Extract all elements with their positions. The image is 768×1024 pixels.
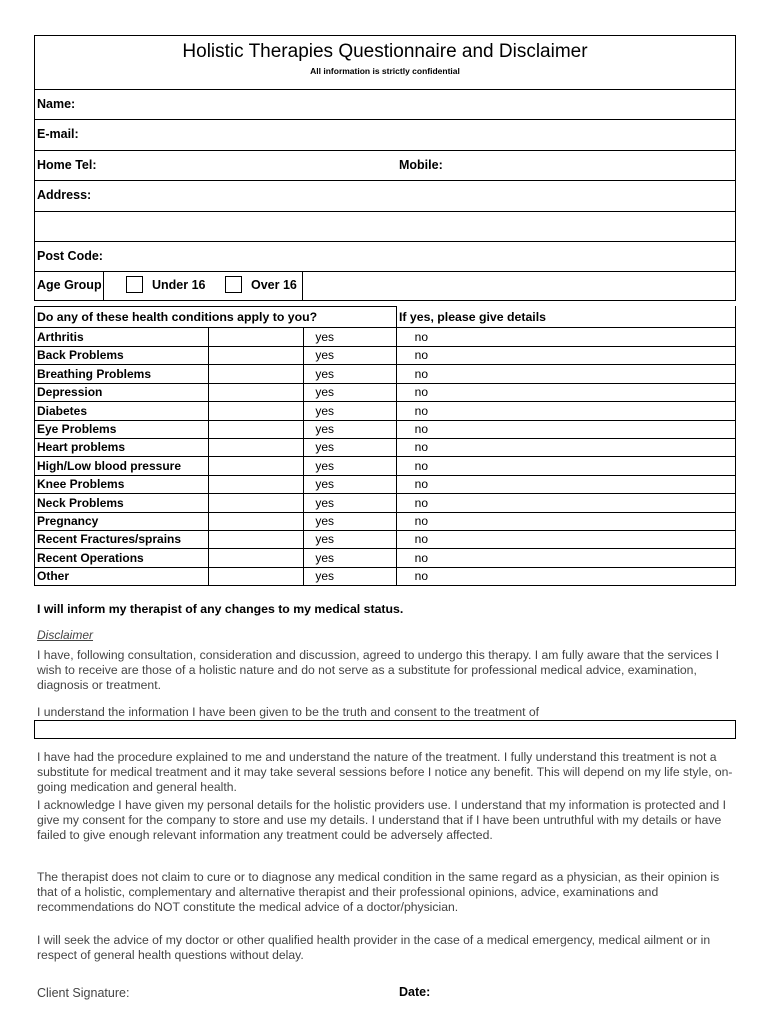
condition-name: Depression — [37, 385, 103, 400]
condition-yes-option[interactable]: yes — [315, 550, 334, 565]
divider — [34, 346, 736, 347]
inform-statement: I will inform my therapist of any changes to my medical status. — [37, 602, 404, 616]
name-label: Name: — [37, 97, 76, 111]
divider — [34, 401, 736, 402]
condition-row — [34, 567, 736, 585]
age-group-label: Age Group — [37, 278, 102, 292]
mobile-label: Mobile: — [399, 158, 443, 172]
condition-no-option[interactable]: no — [414, 458, 428, 473]
condition-details-field[interactable] — [398, 328, 734, 346]
condition-no-option[interactable]: no — [414, 550, 428, 565]
form-subtitle: All information is strictly confidential — [310, 66, 460, 76]
disclaimer-paragraph-1: I have, following consultation, consideration and discussion, agreed to undergo this therapy. I am fully aware that the services I wish to receive are those of a holistic nature and do not serve as a substitute for professional medical advice, examination, diagnosis or treatment. — [37, 648, 719, 692]
address-label: Address: — [37, 188, 92, 202]
client-signature-field[interactable] — [140, 982, 380, 1002]
home-tel-label: Home Tel: — [37, 158, 97, 172]
details-header: If yes, please give details — [399, 310, 546, 324]
post-code-field[interactable] — [110, 242, 730, 270]
treatment-of-field[interactable] — [34, 720, 736, 739]
divider — [34, 475, 736, 476]
disclaimer-paragraph-4: I acknowledge I have given my personal details for the holistic providers use. I understand that my information is protected and I give my consent for the company to store and use my details. I understand that if I have been untruthful with my details or have failed to give enough relevant information any treatment could be adversely affected. — [37, 798, 726, 842]
condition-row — [34, 494, 736, 512]
condition-no-option[interactable]: no — [414, 385, 428, 400]
divider — [34, 271, 736, 272]
divider — [34, 438, 736, 439]
condition-name: Knee Problems — [37, 477, 125, 492]
divider — [34, 493, 736, 494]
condition-no-option[interactable]: no — [414, 514, 428, 528]
condition-yes-option[interactable]: yes — [315, 569, 334, 584]
condition-details-field[interactable] — [398, 457, 734, 475]
client-signature-label: Client Signature: — [37, 986, 130, 1000]
condition-row — [34, 328, 736, 346]
condition-details-field[interactable] — [398, 383, 734, 401]
condition-no-option[interactable]: no — [414, 403, 428, 418]
condition-row — [34, 420, 736, 438]
condition-row — [34, 530, 736, 548]
condition-name: Back Problems — [37, 348, 124, 363]
condition-details-field[interactable] — [398, 494, 734, 512]
condition-row — [34, 402, 736, 420]
divider — [34, 420, 736, 421]
divider — [103, 271, 104, 301]
condition-no-option[interactable]: no — [414, 422, 428, 436]
condition-yes-option[interactable]: yes — [315, 330, 334, 344]
condition-no-option[interactable]: no — [414, 569, 428, 584]
condition-row — [34, 438, 736, 456]
date-field[interactable] — [435, 982, 725, 1002]
condition-name: Heart problems — [37, 440, 126, 455]
divider — [34, 548, 736, 549]
under-16-label: Under 16 — [152, 278, 206, 292]
condition-details-field[interactable] — [398, 402, 734, 420]
condition-details-field[interactable] — [398, 438, 734, 456]
condition-no-option[interactable]: no — [414, 440, 428, 455]
condition-yes-option[interactable]: yes — [315, 422, 334, 436]
condition-yes-option[interactable]: yes — [315, 514, 334, 528]
condition-row — [34, 475, 736, 493]
condition-details-field[interactable] — [398, 530, 734, 548]
condition-name: Diabetes — [37, 403, 88, 418]
condition-name: Neck Problems — [37, 495, 124, 510]
over-16-label: Over 16 — [251, 278, 297, 292]
under-16-checkbox[interactable] — [126, 276, 143, 293]
disclaimer-heading: Disclaimer — [37, 628, 94, 642]
divider — [34, 306, 396, 307]
condition-name: High/Low blood pressure — [37, 458, 182, 473]
post-code-label: Post Code: — [37, 249, 103, 263]
condition-yes-option[interactable]: yes — [315, 477, 334, 492]
divider — [34, 364, 736, 365]
disclaimer-paragraph-6: I will seek the advice of my doctor or other qualified health provider in the case of a medical emergency, medical ailment or in respect of general health questions without delay. — [37, 933, 711, 962]
condition-yes-option[interactable]: yes — [315, 532, 334, 547]
condition-no-option[interactable]: no — [414, 366, 428, 381]
condition-yes-option[interactable]: yes — [315, 348, 334, 363]
form-title: Holistic Therapies Questionnaire and Disclaimer — [182, 41, 588, 62]
condition-details-field[interactable] — [398, 475, 734, 493]
condition-details-field[interactable] — [398, 346, 734, 364]
disclaimer-paragraph-3: I have had the procedure explained to me and understand the nature of the treatment. I fully understand this treatment is not a substitute for medical treatment and it may take several sessions before I notice any benefit. This will depend on my life style, on-going medication and general health. — [37, 750, 733, 794]
divider — [302, 271, 303, 301]
condition-row — [34, 512, 736, 530]
mobile-field[interactable] — [450, 151, 730, 179]
divider — [34, 567, 736, 568]
condition-name: Pregnancy — [37, 514, 99, 528]
divider — [34, 456, 736, 457]
condition-details-field[interactable] — [398, 512, 734, 530]
condition-name: Recent Fractures/sprains — [37, 532, 182, 547]
email-field[interactable] — [110, 120, 730, 148]
condition-details-field[interactable] — [398, 549, 734, 567]
condition-name: Breathing Problems — [37, 366, 152, 381]
over-16-checkbox[interactable] — [225, 276, 242, 293]
condition-no-option[interactable]: no — [414, 348, 428, 363]
divider — [34, 512, 736, 513]
home-tel-field[interactable] — [110, 151, 390, 179]
disclaimer-paragraph-5: The therapist does not claim to cure or to diagnose any medical condition in the same regard as a physician, as their opinion is that of a holistic, complementary and alternative therapist and their professional opinions, advice, examinations and recommendations do NOT constitute the medical advice of a doctor/physician. — [37, 870, 720, 914]
condition-details-field[interactable] — [398, 420, 734, 438]
condition-yes-option[interactable]: yes — [315, 495, 334, 510]
condition-no-option[interactable]: no — [414, 532, 428, 547]
email-label: E-mail: — [37, 127, 79, 141]
divider — [34, 530, 736, 531]
condition-yes-option[interactable]: yes — [315, 458, 334, 473]
date-label: Date: — [399, 985, 431, 999]
condition-row — [34, 365, 736, 383]
condition-row — [34, 457, 736, 475]
condition-details-field[interactable] — [398, 365, 734, 383]
condition-name: Other — [37, 569, 70, 584]
condition-yes-option[interactable]: yes — [315, 366, 334, 381]
name-field[interactable] — [110, 90, 730, 118]
condition-row — [34, 383, 736, 401]
condition-no-option[interactable]: no — [414, 330, 428, 344]
disclaimer-paragraph-2: I understand the information I have been given to be the truth and consent to the treatment of — [37, 705, 540, 719]
condition-name: Arthritis — [37, 330, 84, 344]
condition-row — [34, 549, 736, 567]
condition-yes-option[interactable]: yes — [315, 385, 334, 400]
condition-name: Eye Problems — [37, 422, 117, 436]
condition-yes-option[interactable]: yes — [315, 440, 334, 455]
address-field[interactable] — [110, 181, 730, 239]
condition-yes-option[interactable]: yes — [315, 403, 334, 418]
conditions-question: Do any of these health conditions apply to you? — [37, 310, 318, 324]
condition-details-field[interactable] — [398, 567, 734, 585]
condition-no-option[interactable]: no — [414, 495, 428, 510]
divider — [34, 383, 736, 384]
condition-name: Recent Operations — [37, 550, 144, 565]
condition-no-option[interactable]: no — [414, 477, 428, 492]
condition-row — [34, 346, 736, 364]
